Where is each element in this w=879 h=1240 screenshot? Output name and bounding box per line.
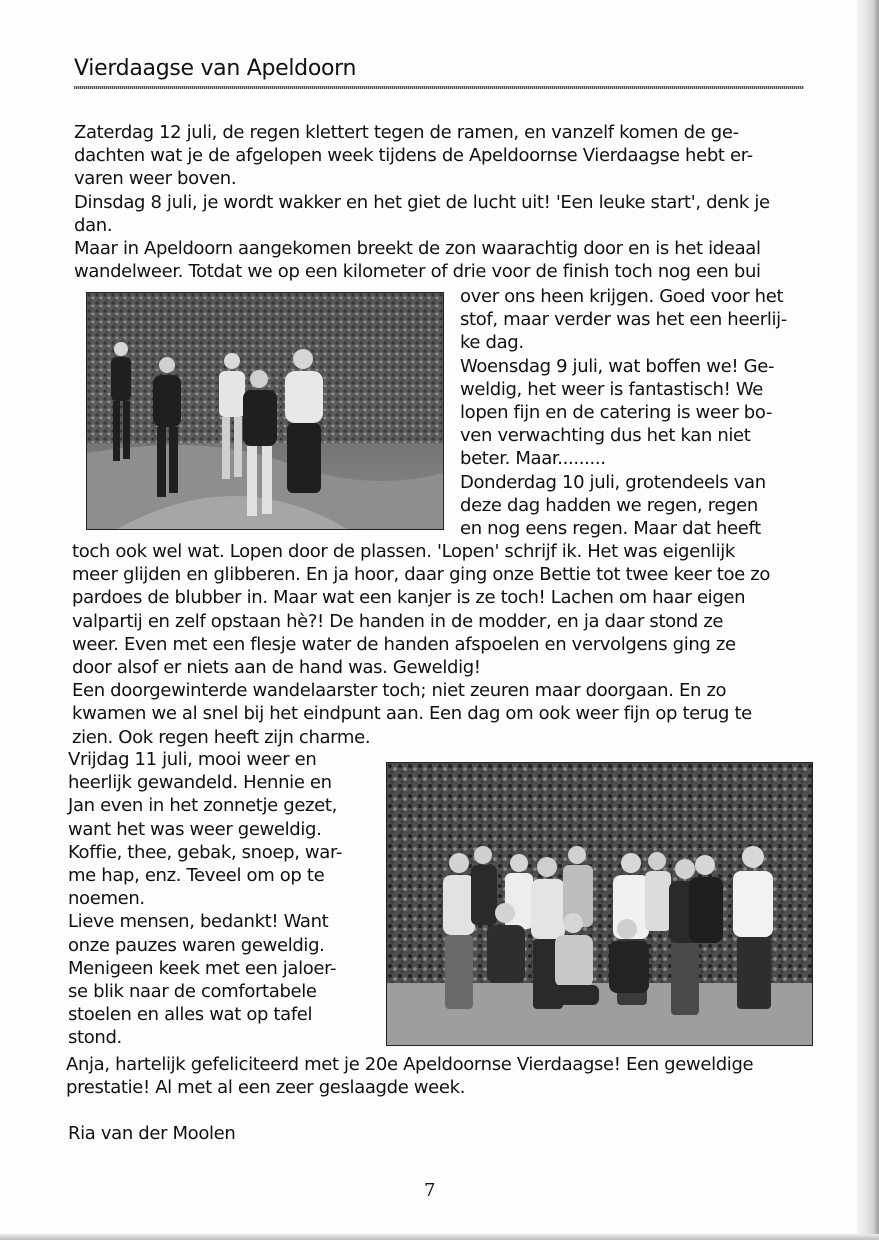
text-line: over ons heen krijgen. Goed voor het [460,286,784,307]
text-line: Anja, hartelijk gefeliciteerd met je 20e Apeldoornse Vierdaagse! Een geweldige [66,1054,754,1075]
page-number: 7 [424,1180,436,1201]
text-line: stond. [68,1027,122,1049]
page-spine-shadow [857,0,879,1240]
text-line: Maar in Apeldoorn aangekomen breekt de zon waarachtig door en is het ideaal [74,237,761,259]
text-line: Zaterdag 12 juli, de regen klettert tegen de ramen, en vanzelf komen de ge- [74,122,739,143]
text-line: stoelen en alles wat op tafel [68,1004,313,1026]
text-line: toch ook wel wat. Lopen door de plassen. 'Lopen' schrijf ik. Het was eigenlijk [72,541,735,562]
text-line: onze pauzes waren geweldig. [68,934,325,956]
intro-text [74,121,770,283]
text-line: prestatie! Al met al een zeer geslaagde week. [66,1077,466,1099]
text-line: ven verwachting dus het kan niet [460,425,751,447]
text-line: Donderdag 10 juli, grotendeels van [460,471,766,493]
closing-text [66,1053,753,1099]
left-column-text [68,748,342,1049]
text-line: beter. Maar......... [460,448,606,470]
text-line: noemen. [68,888,145,910]
text-line: Vrijdag 11 juli, mooi weer en [68,749,317,770]
text-line: me hap, enz. Teveel om op te [68,864,325,886]
text-line: stof, maar verder was het een heerlij- [460,309,787,331]
middle-text [72,540,770,749]
text-line: Dinsdag 8 juli, je wordt wakker en het giet de lucht uit! 'Een leuke start', denk je [74,191,770,213]
text-line: dachten wat je de afgelopen week tijdens de Apeldoornse Vierdaagse hebt er- [74,145,753,167]
text-line: weldig, het weer is fantastisch! We [460,378,763,400]
text-line: weer. Even met een flesje water de handen afspoelen en vervolgens ging ze [72,633,736,655]
text-line: deze dag hadden we regen, regen [460,494,758,516]
page-bottom-edge [0,1234,879,1240]
text-line: kwamen we al snel bij het eindpunt aan. Een dag om ook weer fijn op terug te [72,703,752,725]
text-line: heerlijk gewandeld. Hennie en [68,772,332,794]
text-line: valpartij en zelf opstaan hè?! De handen in de modder, en ja daar stond ze [72,610,724,632]
text-line: zien. Ook regen heeft zijn charme. [72,726,371,748]
text-line: want het was weer geweldig. [68,818,322,840]
text-line: pardoes de blubber in. Maar wat een kanjer is ze toch! Lachen om haar eigen [72,587,746,609]
text-line: se blik naar de comfortabele [68,980,317,1002]
text-line: en nog eens regen. Maar dat heeft [460,517,761,539]
text-line: wandelweer. Totdat we op een kilometer of drie voor de finish toch nog een bui [74,261,761,283]
right-column-text [460,285,787,540]
text-line: Lieve mensen, bedankt! Want [68,911,329,933]
text-line: Woensdag 9 juli, wat boffen we! Ge- [460,355,775,377]
text-line: Menigeen keek met een jaloer- [68,957,337,979]
signature: Ria van der Moolen [68,1123,236,1144]
header-rule [74,86,804,89]
text-line: meer glijden en glibberen. En ja hoor, daar ging onze Bettie tot twee keer toe zo [72,564,771,586]
text-line: ke dag. [460,332,524,354]
text-line: door alsof er niets aan de hand was. Geweldig! [72,656,481,678]
text-line: Een doorgewinterde wandelaarster toch; niet zeuren maar doorgaan. En zo [72,680,727,702]
text-line: dan. [74,214,113,236]
text-line: lopen fijn en de catering is weer bo- [460,401,772,423]
text-line: Koffie, thee, gebak, snoep, war- [68,841,343,863]
group-photo [386,762,813,1046]
page-title: Vierdaagse van Apeldoorn [74,56,357,81]
walkers-photo [86,292,444,530]
text-line: varen weer boven. [74,168,237,190]
text-line: Jan even in het zonnetje gezet, [68,795,337,817]
